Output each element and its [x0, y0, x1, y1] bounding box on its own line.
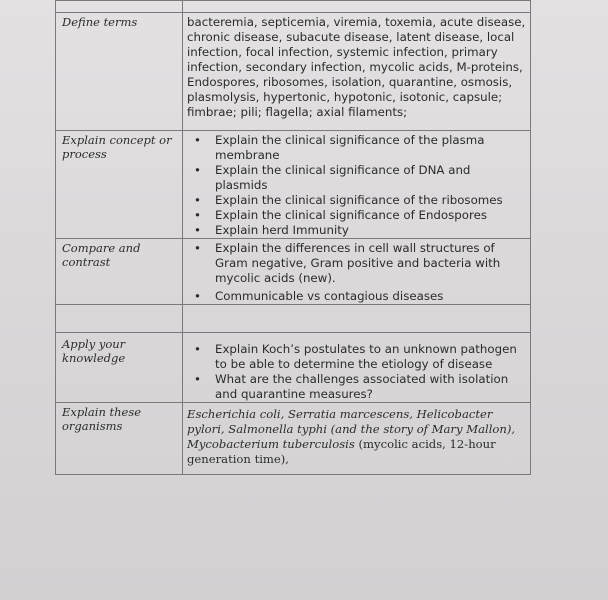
row-label-define: Define terms: [56, 13, 183, 131]
list-item: • Explain the clinical significance of the ribosomes: [194, 193, 503, 207]
table-row-empty: [56, 305, 531, 333]
explain-list: [187, 133, 526, 238]
row-label-organisms: Explain these organisms: [56, 403, 183, 475]
apply-list: [187, 342, 526, 402]
list-item: • What are the challenges associated with isolation and quarantine measures?: [194, 372, 509, 401]
organisms-plain: (mycolic acids, 12-hour generation time),: [187, 437, 496, 466]
bullet: •: [194, 208, 201, 222]
define-terms-text: bacteremia, septicemia, viremia, toxemia, acute disease, chronic disease, subacute disease, latent disease, local infection, focal infection, systemic infection, primary infection, secondary infection, mycolic acids, M-proteins, Endospores, ribosomes, isolation, quarantine, osmosis, plasmolysis, hypertonic, hypotonic, isotonic, capsule; fimbrae; pili; flagella; axial filaments;: [183, 13, 531, 131]
bullet: •: [194, 193, 201, 207]
table-row-compare: [56, 239, 531, 305]
bullet: •: [194, 241, 201, 255]
bullet: •: [194, 289, 201, 303]
list-item: • Communicable vs contagious diseases: [194, 289, 444, 303]
table-row-apply: [56, 333, 531, 403]
organisms-italic: Escherichia coli, Serratia marcescens, Helicobacter pylori, Salmonella typhi (and the story of Mary Mallon), Mycobacterium tuberculosis: [187, 407, 516, 451]
list-item: • Explain herd Immunity: [194, 223, 349, 237]
list-item: • Explain the clinical significance of Endospores: [194, 208, 487, 222]
bullet: •: [194, 163, 201, 177]
row-label-compare: Compare and contrast: [56, 239, 183, 305]
bullet: •: [194, 372, 201, 386]
organisms-text: [183, 403, 531, 475]
list-item: • Explain the clinical significance of DNA and plasmids: [194, 163, 471, 192]
bullet: •: [194, 342, 201, 356]
list-item: • Explain Koch’s postulates to an unknown pathogen to be able to determine the etiology of disease: [194, 342, 517, 371]
row-label-explain: Explain concept or process: [56, 131, 183, 239]
bullet: •: [194, 133, 201, 147]
list-item: • Explain the clinical significance of the plasma membrane: [194, 133, 485, 162]
compare-list: [187, 241, 526, 304]
table-row-explain: [56, 131, 531, 239]
row-label-apply: Apply your knowledge: [56, 333, 183, 403]
table-row-top: [56, 1, 531, 13]
study-guide-table: [55, 0, 531, 475]
bullet: •: [194, 223, 201, 237]
table-row-organisms: [56, 403, 531, 475]
table-row-define: [56, 13, 531, 131]
list-item: • Explain the differences in cell wall structures of Gram negative, Gram positive and bacteria with mycolic acids (new).: [194, 241, 501, 285]
